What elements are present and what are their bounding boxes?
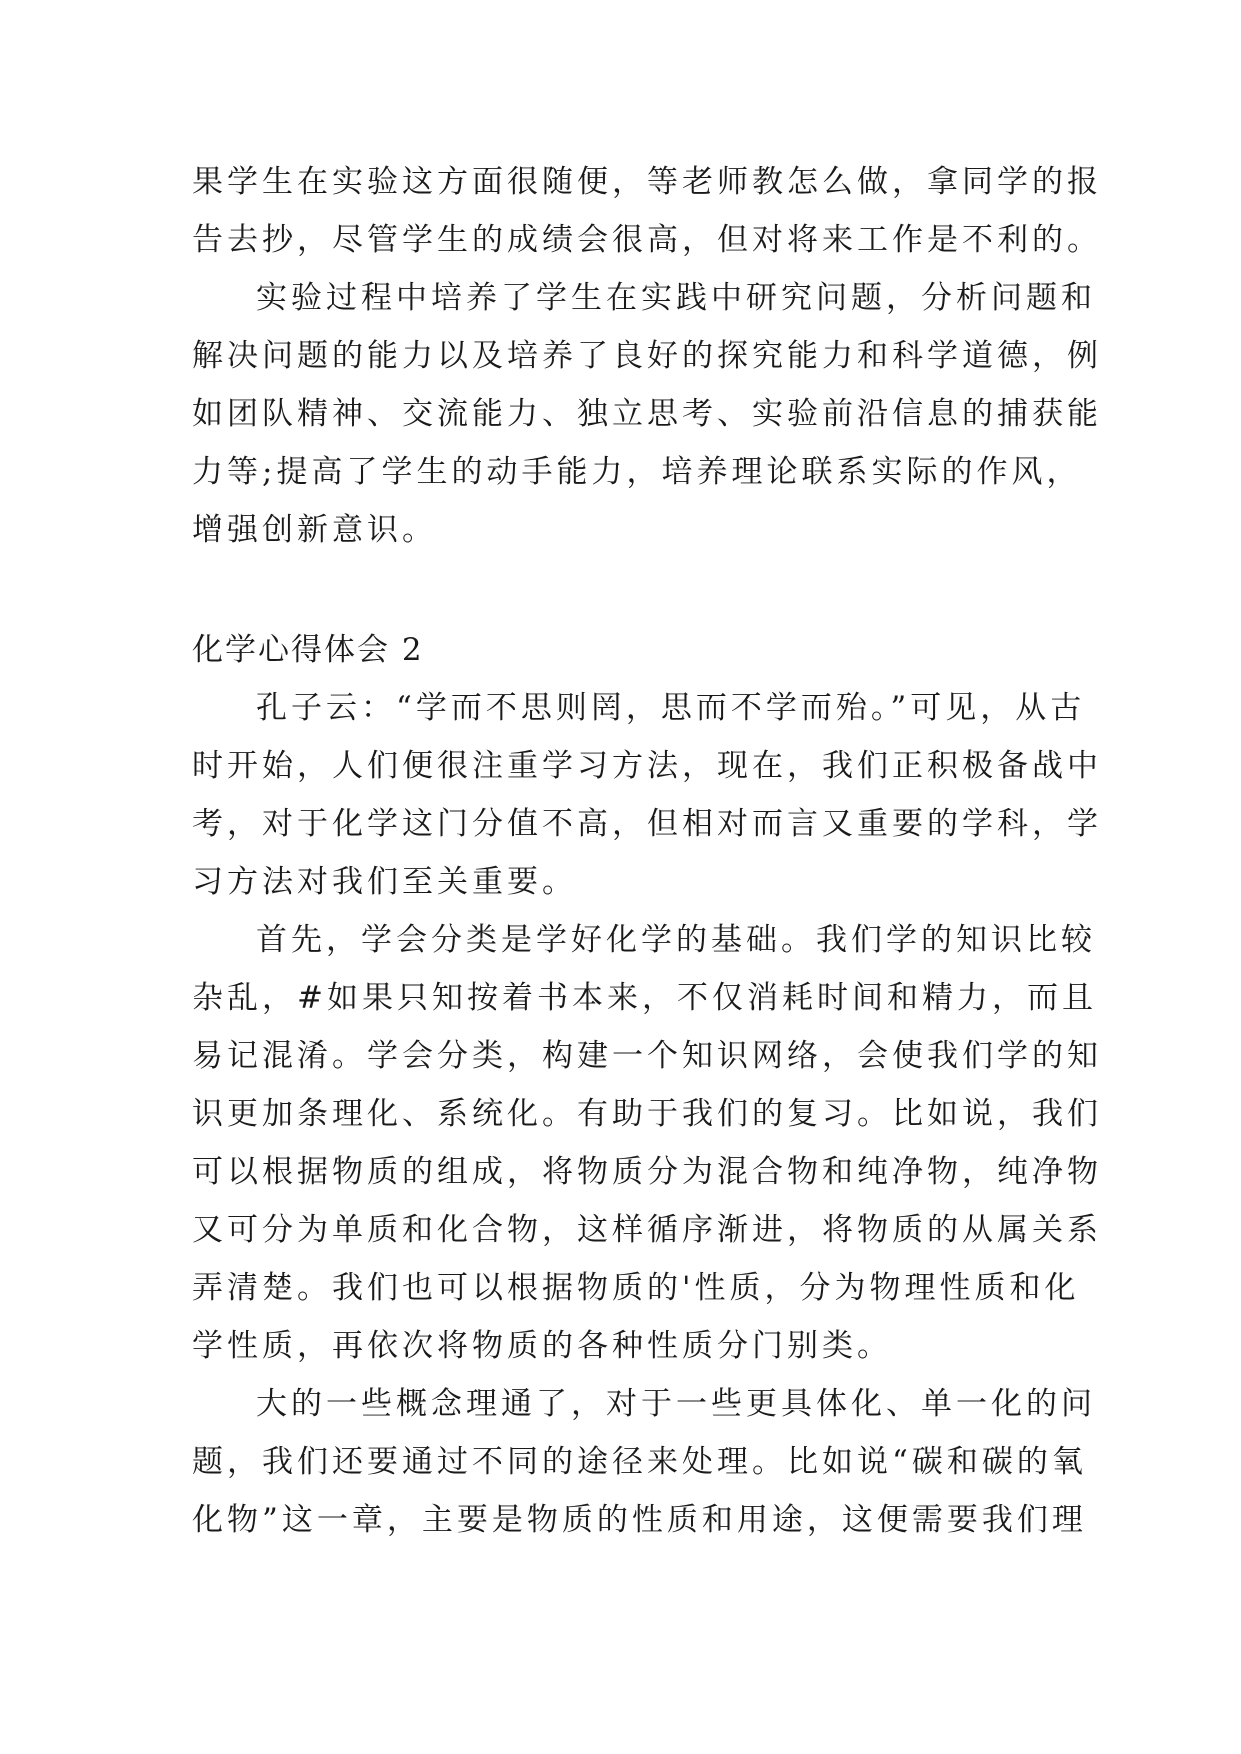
paragraph-line: 习方法对我们至关重要。 — [192, 864, 577, 900]
paragraph-line: 大的一些概念理通了，对于一些更具体化、单一化的问 — [256, 1386, 1096, 1422]
paragraph-line: 又可分为单质和化合物，这样循序渐进，将物质的从属关系 — [192, 1212, 1102, 1248]
paragraph-line: 识更加条理化、系统化。有助于我们的复习。比如说，我们 — [192, 1096, 1102, 1132]
paragraph-line: 实验过程中培养了学生在实践中研究问题，分析问题和 — [256, 280, 1096, 316]
paragraph-line: 化物”这一章，主要是物质的性质和用途，这便需要我们理 — [192, 1502, 1087, 1538]
section-heading: 化学心得体会 2 — [192, 632, 424, 668]
paragraph-line: 学性质，再依次将物质的各种性质分门别类。 — [192, 1328, 892, 1364]
paragraph-line: 首先，学会分类是学好化学的基础。我们学的知识比较 — [256, 922, 1096, 958]
paragraph-line: 孔子云：“学而不思则罔，思而不学而殆。”可见，从古 — [256, 690, 1086, 726]
paragraph-line: 果学生在实验这方面很随便，等老师教怎么做，拿同学的报 — [192, 164, 1102, 200]
paragraph-line: 考，对于化学这门分值不高，但相对而言又重要的学科，学 — [192, 806, 1102, 842]
document-body — [192, 153, 1102, 1549]
paragraph-line: 时开始，人们便很注重学习方法，现在，我们正积极备战中 — [192, 748, 1102, 784]
paragraph-line: 增强创新意识。 — [192, 512, 437, 548]
paragraph-line: 杂乱，#如果只知按着书本来，不仅消耗时间和精力，而且 — [192, 980, 1097, 1016]
paragraph-line: 弄清楚。我们也可以根据物质的'性质，分为物理性质和化 — [192, 1270, 1080, 1306]
paragraph-line: 解决问题的能力以及培养了良好的探究能力和科学道德，例 — [192, 338, 1102, 374]
paragraph-line: 如团队精神、交流能力、独立思考、实验前沿信息的捕获能 — [192, 396, 1102, 432]
paragraph-line: 力等;提高了学生的动手能力，培养理论联系实际的作风， — [192, 454, 1082, 490]
paragraph-line: 告去抄，尽管学生的成绩会很高，但对将来工作是不利的。 — [192, 222, 1102, 258]
paragraph-line: 题，我们还要通过不同的途径来处理。比如说“碳和碳的氧 — [192, 1444, 1087, 1480]
paragraph-line: 可以根据物质的组成，将物质分为混合物和纯净物，纯净物 — [192, 1154, 1102, 1190]
paragraph-line: 易记混淆。学会分类，构建一个知识网络，会使我们学的知 — [192, 1038, 1102, 1074]
